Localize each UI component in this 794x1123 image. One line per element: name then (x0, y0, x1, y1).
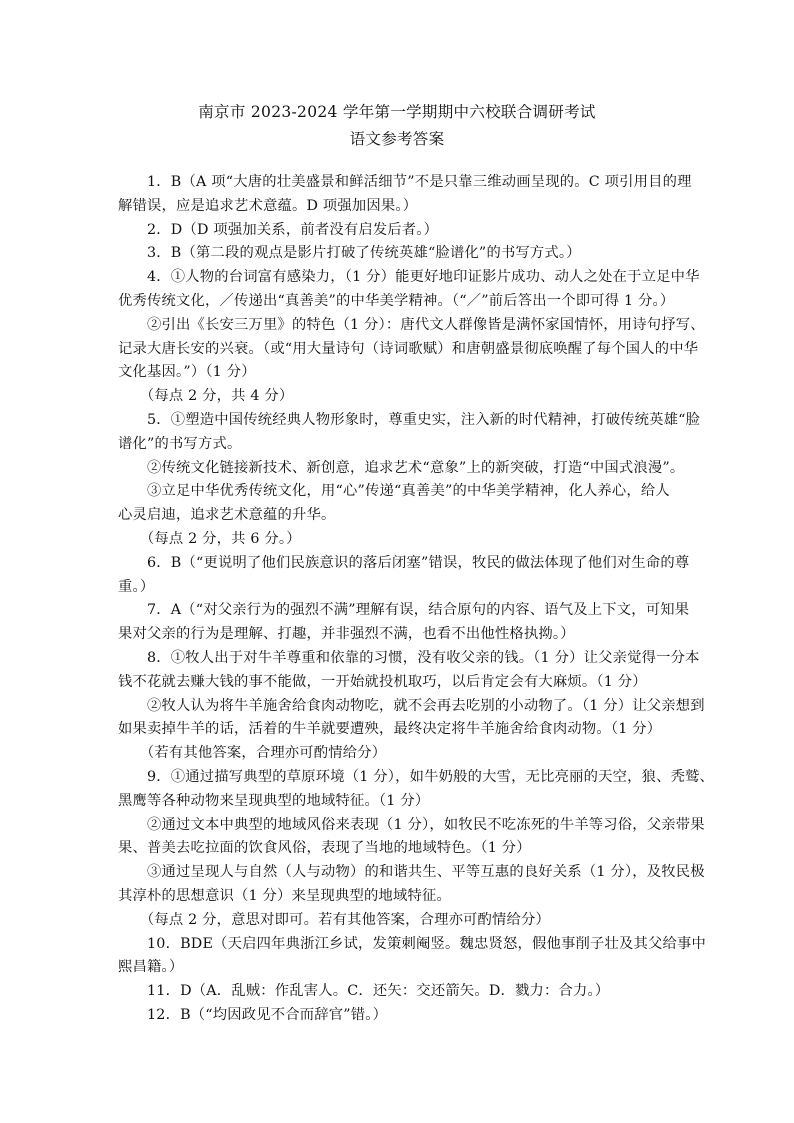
text-line: 熙昌籍。） (118, 959, 184, 975)
text-line: （每点 2 分，意思对即可。若有其他答案，合理亦可酌情给分） (118, 912, 551, 928)
page-title: 南京市 2023-2024 学年第一学期期中六校联合调研考试 (198, 103, 596, 121)
text-line: ②引出《长安三万里》的特色（1 分）：唐代文人群像皆是满怀家国情怀，用诗句抒写、 (118, 317, 705, 333)
text-line: 12．B（“均因政见不合而辞官”错。） (118, 1007, 388, 1023)
text-line: （若有其他答案，合理亦可酌情给分） (118, 745, 387, 761)
text-line: （每点 2 分，共 6 分。） (118, 531, 301, 547)
text-line: ③立足中华优秀传统文化，用“心”传递“真善美”的中华美学精神，化人养心，给人 (118, 483, 670, 499)
text-line: 优秀传统文化，／传递出“真善美”的中华美学精神。（“／”前后答出一个即可得 1 分。） (118, 293, 675, 309)
text-line: ②通过文本中典型的地域风俗来表现（1 分），如牧民不吃冻死的牛羊等习俗，父亲带果 (118, 817, 705, 833)
text-line: 文化基因。”）（1 分） (118, 364, 256, 380)
text-line: 1．B（A 项“大唐的壮美盛景和鲜活细节”不是只靠三维动画呈现的。C 项引用目的理 (118, 174, 692, 190)
text-line: 重。） (118, 579, 155, 595)
text-line: 5．①塑造中国传统经典人物形象时，尊重史实，注入新的时代精神，打破传统英雄“脸 (118, 412, 701, 428)
text-line: 2．D（D 项强加关系，前者没有启发后者。） (118, 222, 439, 238)
text-line: （每点 2 分，共 4 分） (118, 388, 294, 404)
text-line: ②传统文化链接新技术、新创意，追求艺术“意象”上的新突破，打造“中国式浪漫”。 (118, 460, 685, 476)
text-line: 10．BDE（天启四年典浙江乡试，发策刺阉竖。魏忠贤怒，假他事削子壮及其父给事中 (118, 936, 706, 952)
text-line: ②牧人认为将牛羊施舍给食肉动物吃，就不会再去吃别的小动物了。（1 分）让父亲想到 (118, 698, 705, 714)
text-line: 谱化”的书写方式。 (118, 436, 242, 452)
text-line: 其淳朴的思想意识（1 分）来呈现典型的地域特征。 (118, 888, 451, 904)
text-line: 7．A（“对父亲行为的强烈不满”理解有误，结合原句的内容、语气及上下文，可知果 (118, 602, 690, 618)
page-subtitle: 语文参考答案 (349, 130, 445, 148)
text-line: 记录大唐长安的兴衰。（或“用大量诗句（诗词歌赋）和唐朝盛景彻底唤醒了每个国人的中华 (118, 341, 699, 357)
text-line: 8．①牧人出于对牛羊尊重和依靠的习惯，没有收父亲的钱。（1 分）让父亲觉得一分本 (118, 650, 700, 666)
text-line: 解错误，应是追求艺术意蕴。D 项强加因果。） (118, 198, 418, 214)
text-line: 3．B（第二段的观点是影片打破了传统英雄“脸谱化”的书写方式。） (118, 245, 581, 261)
text-line: 果对父亲的行为是理解、打趣，并非强烈不满，也看不出他性格执拗。） (118, 626, 575, 642)
text-line: 果、普美去吃拉面的饮食风俗，表现了当地的地域特色。（1 分） (118, 840, 531, 856)
text-line: 11．D（A．乱贼：作乱害人。C．还矢：交还箭矢。D．戮力：合力。） (118, 983, 610, 999)
text-line: 6．B（“更说明了他们民族意识的落后闭塞”错误，牧民的做法体现了他们对生命的尊 (118, 555, 690, 571)
text-line: ③通过呈现人与自然（人与动物）的和谐共生、平等互惠的良好关系（1 分），及牧民极 (118, 864, 705, 880)
text-line: 钱不花就去赚大钱的事不能做，一开始就投机取巧，以后肯定会有大麻烦。（1 分） (118, 674, 647, 690)
text-line: 4．①人物的台词富有感染力，（1 分）能更好地印证影片成功、动人之处在于立足中华 (118, 269, 700, 285)
text-line: 如果卖掉牛羊的话，活着的牛羊就要遭殃，最终决定将牛羊施舍给食肉动物。（1 分） (118, 721, 662, 737)
text-line: 心灵启迪，追求艺术意蕴的升华。 (118, 507, 336, 523)
text-line: 9．①通过描写典型的草原环境（1 分），如牛奶般的大雪，无比亮丽的天空，狼、秃鹫、 (118, 769, 715, 785)
text-line: 黑鹰等各种动物来呈现典型的地域特征。（1 分） (118, 793, 430, 809)
